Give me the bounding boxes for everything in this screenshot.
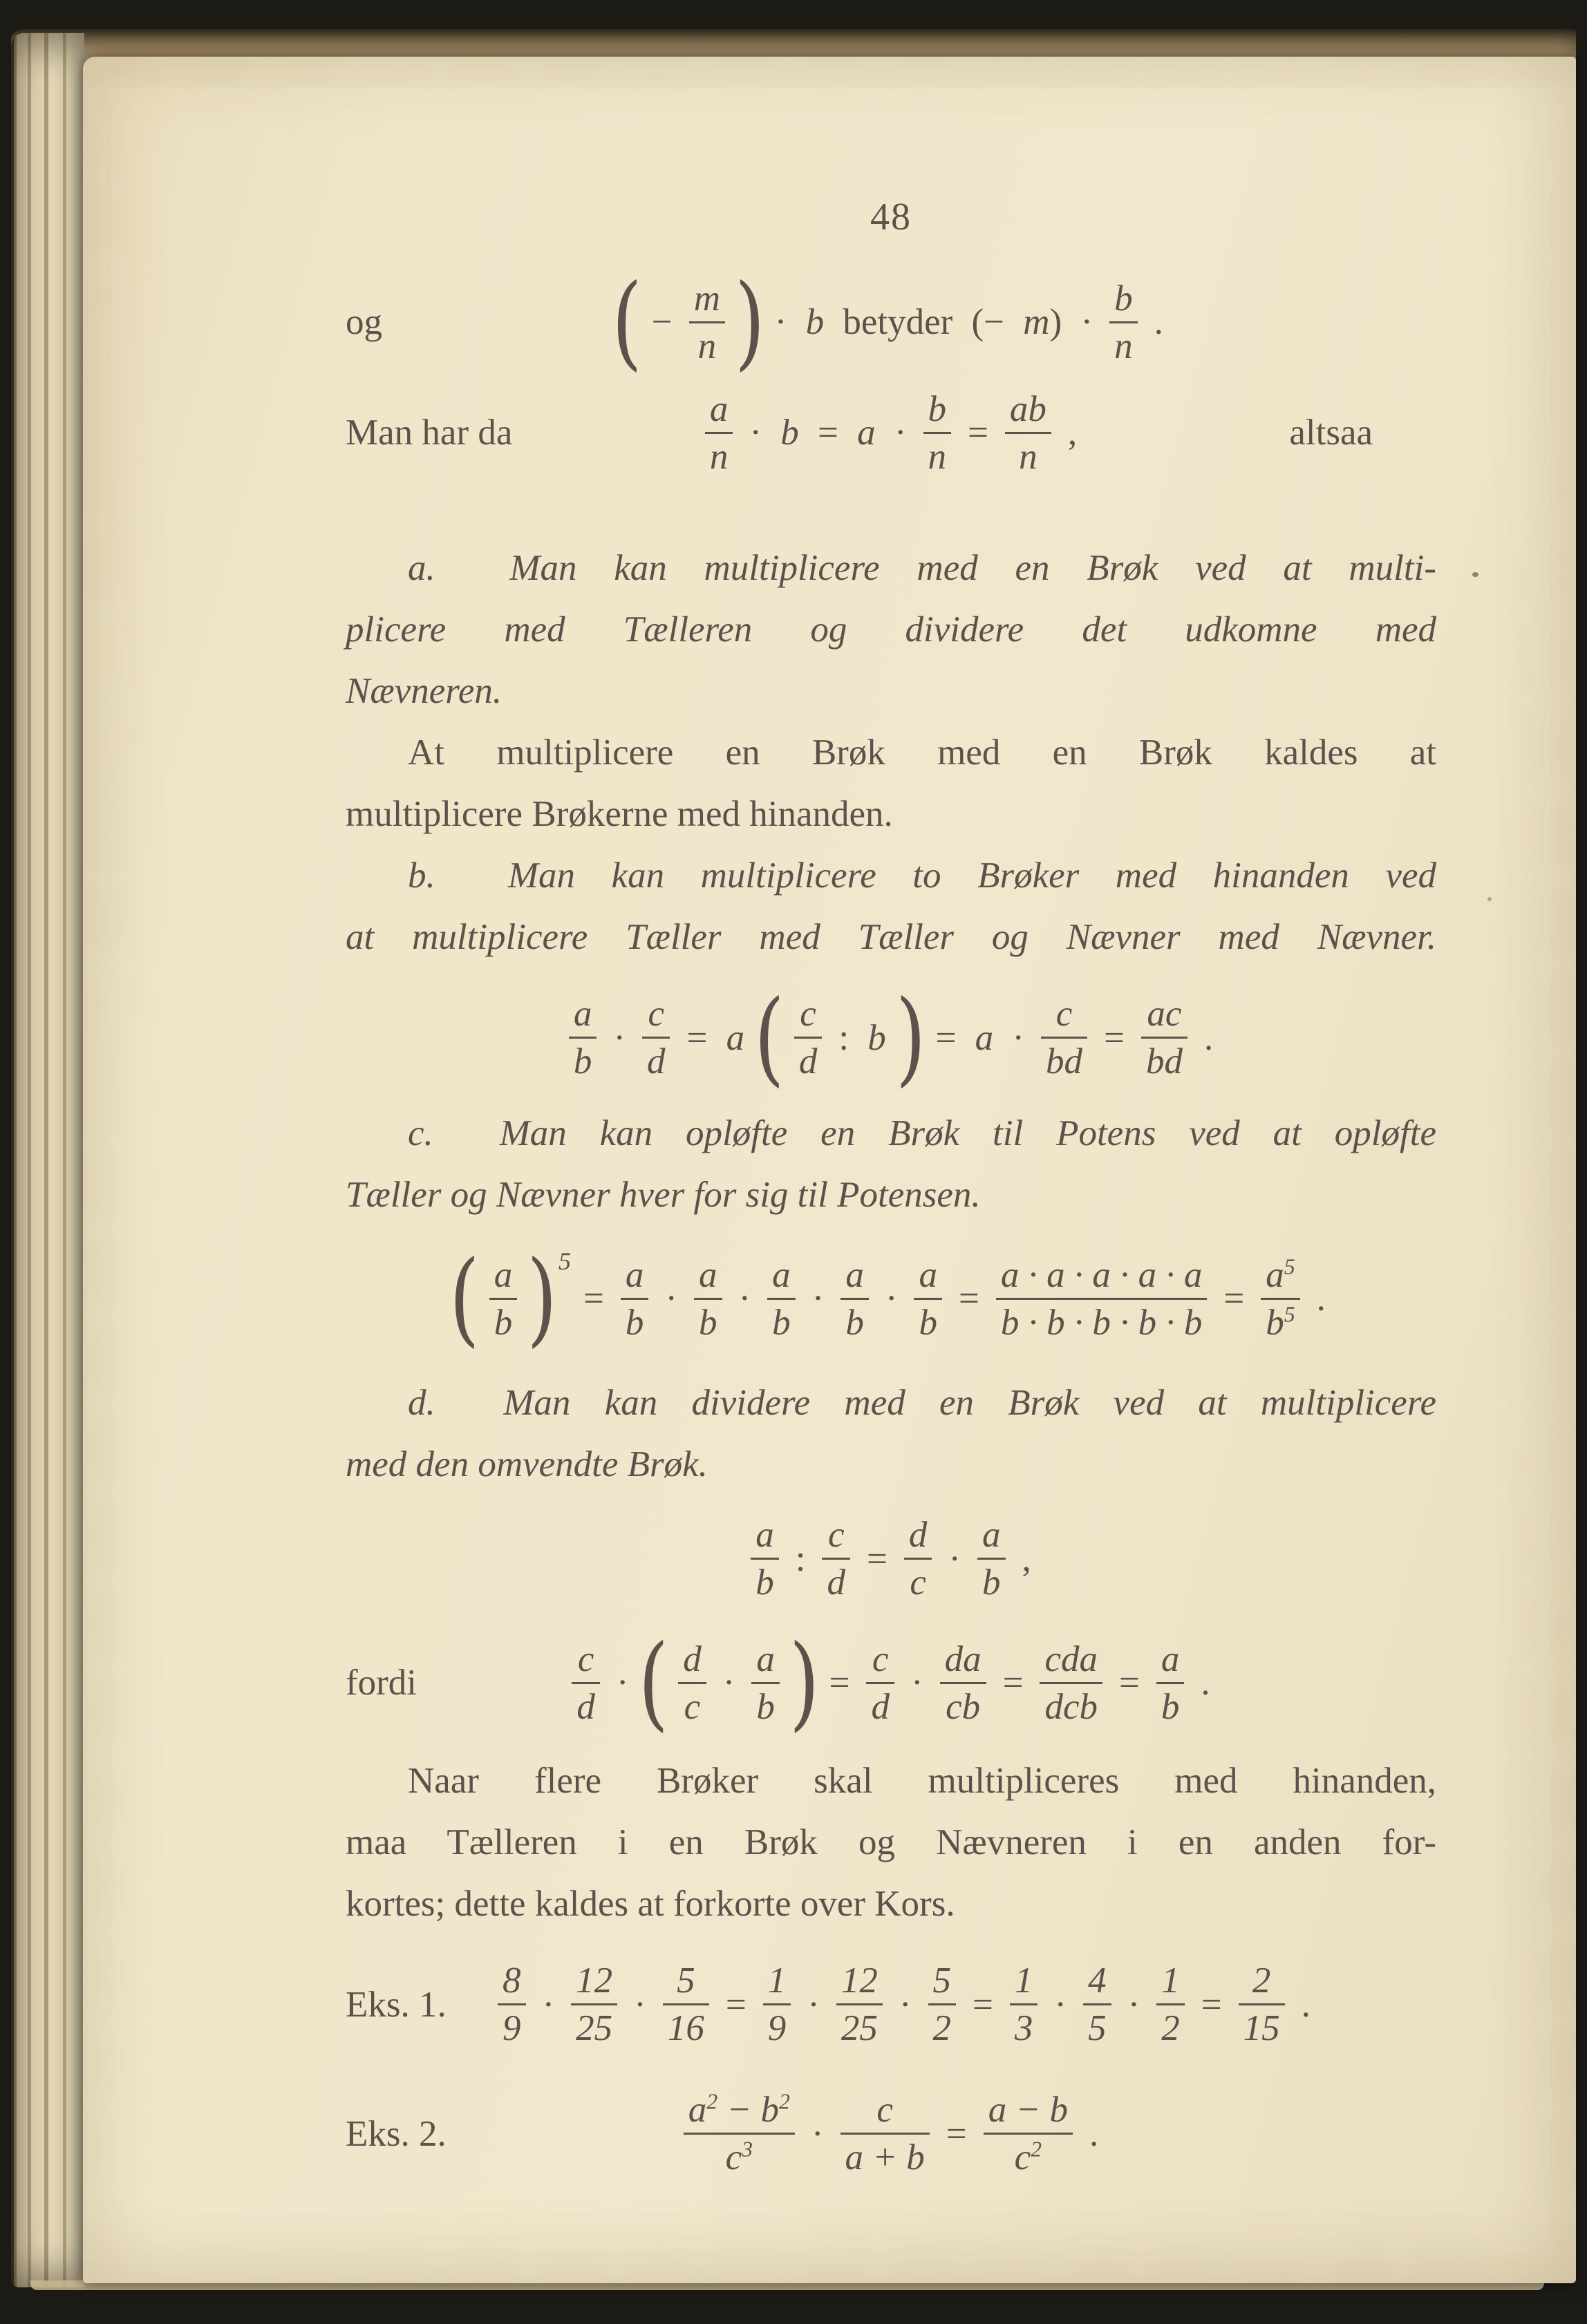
fraction: $\frac{a}{b}$ [841,1254,869,1343]
math-text: · [948,1538,961,1579]
fraction: $\frac{a}{b}$ [621,1254,649,1343]
fraction-bar [794,1037,823,1039]
formula-row-eks-1 [346,1947,1436,2061]
fraction: $\frac{a}{b}$ [751,1514,779,1603]
fraction-bar [571,2003,617,2005]
formula-row-man-har-da [346,381,1436,484]
math-text: · [811,2113,824,2154]
fraction-bar [489,1298,518,1300]
fraction-bar [767,1298,796,1300]
fraction: $\frac{c}{a + b}$ [841,2089,930,2178]
math-text: . [1301,1984,1311,2025]
fraction: $\frac{a}{b}$ [1156,1638,1185,1728]
fraction: $\frac{12}{25}$ [836,1960,883,2049]
fraction: $\frac{c}{d}$ [794,993,823,1082]
text-line: at multiplicere Tæller med Tæller og Nævner med Nævner. [346,917,1436,957]
math-text: . [1316,1278,1326,1319]
fraction-bar [984,2133,1073,2135]
paragraph-rule-a [346,538,1436,722]
math-text: = [1223,1278,1245,1319]
math-text: · [613,1017,626,1058]
fraction-bar [1010,2003,1038,2005]
text-line: Naar flere Brøker skal multipliceres med hinanden, [408,1761,1436,1801]
text-line: kortes; dette kaldes at forkorte over Kors. [346,1884,955,1924]
math-text: = [958,1278,979,1319]
math-text: = [1201,1984,1222,2025]
math-text: = [1002,1663,1024,1703]
fraction: $\frac{a}{b}$ [489,1254,518,1343]
fraction: $\frac{a}{b}$ [914,1254,942,1343]
fraction: $\frac{a}{b}$ [569,993,597,1082]
fraction: $\frac{a \cdot a \cdot a \cdot a \cdot a}{b \cdot b \cdot b \cdot b \cdot b}$ [996,1254,1208,1343]
fraction-bar [822,1558,850,1560]
paragraph-rule-b [346,845,1436,968]
fraction-bar [923,432,952,434]
math-text: · [665,1278,678,1319]
fraction: $\frac{c}{d}$ [866,1638,894,1728]
row-label-eks-1: Eks. 1. [346,1984,447,2025]
formula-row-divide-fractions [346,1505,1436,1612]
fraction: $\frac{d}{c}$ [904,1514,932,1603]
fraction-bar [621,1298,649,1300]
math-text: − [651,302,673,342]
fraction: $\frac{a^2 - b^2}{c^3}$ [684,2089,795,2178]
fraction: $\frac{1}{2}$ [1156,1960,1185,2049]
fraction: $\frac{12}{25}$ [571,1960,617,2049]
fraction-bar [1141,1037,1187,1039]
fraction-bar [572,1682,600,1684]
math-text: = [866,1538,888,1579]
math-text: · [1054,1984,1067,2025]
math-text: · [1127,1984,1140,2025]
math-text: · [885,1278,898,1319]
fraction: $\frac{a^5}{b^5}$ [1261,1254,1299,1343]
formula-fordi-proof [346,1623,1436,1742]
page-number: 48 [870,196,912,238]
page-content [346,195,1436,2191]
fraction-bar [1156,2003,1185,2005]
fraction-bar [1041,1037,1087,1039]
row-label-og: og [346,302,382,342]
math-text: . [1203,1017,1214,1058]
math-text: = [1119,1663,1140,1703]
math-text: = [583,1278,604,1319]
book-page [83,57,1576,2283]
fraction-bar [836,2003,883,2005]
fraction: $\frac{b}{n}$ [923,388,952,478]
fraction-bar [498,2003,526,2005]
formula-negative-fraction [346,263,1436,381]
fraction-bar [689,321,725,323]
math-text: : [795,1538,806,1579]
formula-example-2 [346,2089,1436,2178]
math-text: . [1154,302,1163,342]
row-label-altsaa: altsaa [1289,413,1373,453]
paragraph-at-multiplicere [346,722,1436,845]
math-text: · [616,1663,629,1703]
fraction: $\frac{2}{15}$ [1239,1960,1285,2049]
fraction-bar [1156,1682,1185,1684]
fraction-bar [1239,2003,1285,2005]
math-text: · [811,1278,825,1319]
math-text: · [910,1663,923,1703]
book-page-edges-left [11,33,84,2287]
text-line: maa Tælleren i en Brøk og Nævneren i en anden for- [346,1822,1436,1862]
math-text: : b [838,1017,886,1058]
math-text: , [1067,413,1078,453]
text-line: b. Man kan multiplicere to Brøker med hinanden ved [408,856,1436,896]
fraction-bar [866,1682,894,1684]
math-text: = [973,1984,993,2025]
paragraph-naar-flere [346,1750,1436,1935]
fraction-bar [763,2003,791,2005]
fraction-bar [996,1298,1208,1300]
fraction: $\frac{8}{9}$ [498,1960,526,2049]
paragraph-rule-c [346,1103,1436,1226]
fraction: $\frac{ab}{n}$ [1005,388,1051,478]
fraction: $\frac{a}{b}$ [977,1514,1006,1603]
big-parenthesis: ( [612,263,642,381]
math-text: · b = a · [749,413,907,453]
fraction: $\frac{c}{d}$ [572,1638,600,1728]
fraction: $\frac{a}{n}$ [705,388,733,478]
text-line: plicere med Tælleren og dividere det udkomne med [346,610,1436,650]
math-text: · [899,1984,912,2025]
fraction-bar [977,1558,1006,1560]
math-text: = a [686,1017,745,1058]
fraction-bar [841,1298,869,1300]
math-text: = [968,413,988,453]
math-text: . [1201,1663,1210,1703]
math-text: . [1089,2113,1099,2154]
fraction: $\frac{m}{n}$ [689,278,725,367]
math-text: · [722,1663,735,1703]
big-parenthesis: ) [789,1623,820,1742]
math-text: · b betyder (− m) · [774,302,1093,342]
row-label-man-har-da: Man har da [346,413,513,453]
fraction-bar [569,1037,597,1039]
fraction-bar [904,1558,932,1560]
fraction: $\frac{c}{bd}$ [1041,993,1087,1082]
text-line: At multiplicere en Brøk med en Brøk kaldes at [408,733,1436,773]
fraction: $\frac{5}{2}$ [928,1960,957,2049]
formula-power-of-fraction [346,1239,1436,1358]
fraction: $\frac{b}{n}$ [1109,278,1138,367]
fraction-bar [684,2133,795,2135]
fraction: $\frac{da}{cb}$ [940,1638,986,1728]
fraction: $\frac{5}{16}$ [663,1960,709,2049]
fraction-bar [1040,1682,1102,1684]
text-line: d. Man kan dividere med en Brøk ved at multiplicere [408,1383,1436,1423]
fraction-bar [1005,432,1051,434]
fraction: $\frac{d}{c}$ [678,1638,706,1728]
big-parenthesis: ( [754,978,785,1097]
fraction-bar [663,2003,709,2005]
math-text: = [1104,1017,1125,1058]
fraction-bar [914,1298,942,1300]
fraction-bar [642,1037,670,1039]
big-parenthesis: ) [734,263,765,381]
formula-multiply-fractions [346,978,1436,1097]
fraction: $\frac{a}{b}$ [694,1254,722,1343]
text-line: Tæller og Nævner hver for sig til Potensen. [346,1175,981,1215]
fraction-bar [841,2133,930,2135]
fraction-bar [694,1298,722,1300]
formula-row-eks-2 [346,2077,1436,2191]
fraction: $\frac{\text{cda}}{\text{dcb}}$ [1040,1638,1102,1728]
big-parenthesis: ( [638,1623,669,1742]
ink-speck [1487,897,1492,901]
paragraph-rule-d [346,1372,1436,1495]
formula-row-fordi [346,1625,1436,1741]
math-text: = [946,2113,967,2154]
fraction-bar [705,432,733,434]
fraction: $\frac{a}{b}$ [751,1638,780,1728]
row-label-eks-2: Eks. 2. [346,2113,447,2154]
fraction: $\frac{c}{d}$ [822,1514,850,1603]
formula-divide-fractions [346,1514,1436,1603]
fraction-bar [751,1558,779,1560]
ink-speck [1472,572,1478,577]
math-text: = [829,1663,850,1703]
text-line: c. Man kan opløfte en Brøk til Potens ved at opløfte [408,1113,1436,1153]
formula-example-1 [346,1960,1436,2049]
math-text: · [634,1984,646,2025]
math-text: · [807,1984,820,2025]
row-label-fordi: fordi [346,1663,417,1703]
fraction-bar [751,1682,780,1684]
fraction: $\frac{ac}{bd}$ [1141,993,1187,1082]
fraction-bar [678,1682,706,1684]
text-line: Nævneren. [346,671,503,711]
fraction: $\frac{a}{b}$ [767,1254,796,1343]
math-text: = a · [935,1017,1025,1058]
big-parenthesis: ) [895,978,926,1097]
text-line: a. Man kan multiplicere med en Brøk ved at multi- [408,548,1436,588]
text-line: multiplicere Brøkerne med hinanden. [346,794,893,834]
big-parenthesis: ( [449,1239,480,1358]
fraction: $\frac{a - b}{c^2}$ [984,2089,1073,2178]
fraction: $\frac{c}{d}$ [642,993,670,1082]
fraction-bar [940,1682,986,1684]
fraction: $\frac{4}{5}$ [1083,1960,1111,2049]
math-text: · [738,1278,751,1319]
formula-row-og [346,263,1436,381]
formula-row-multiply-fractions [346,978,1436,1097]
formula-row-power-of-fraction [346,1233,1436,1364]
fraction: $\frac{1}{9}$ [763,1960,791,2049]
text-line: med den omvendte Brøk. [346,1444,708,1484]
fraction-bar [1261,1298,1299,1300]
big-parenthesis: ) 5 [527,1239,571,1358]
fraction-bar [1109,321,1138,323]
fraction-bar [1083,2003,1111,2005]
math-text: = [725,1984,746,2025]
fraction: $\frac{1}{3}$ [1010,1960,1038,2049]
fraction-bar [928,2003,957,2005]
math-text: , [1022,1538,1031,1579]
math-text: · [542,1984,555,2025]
